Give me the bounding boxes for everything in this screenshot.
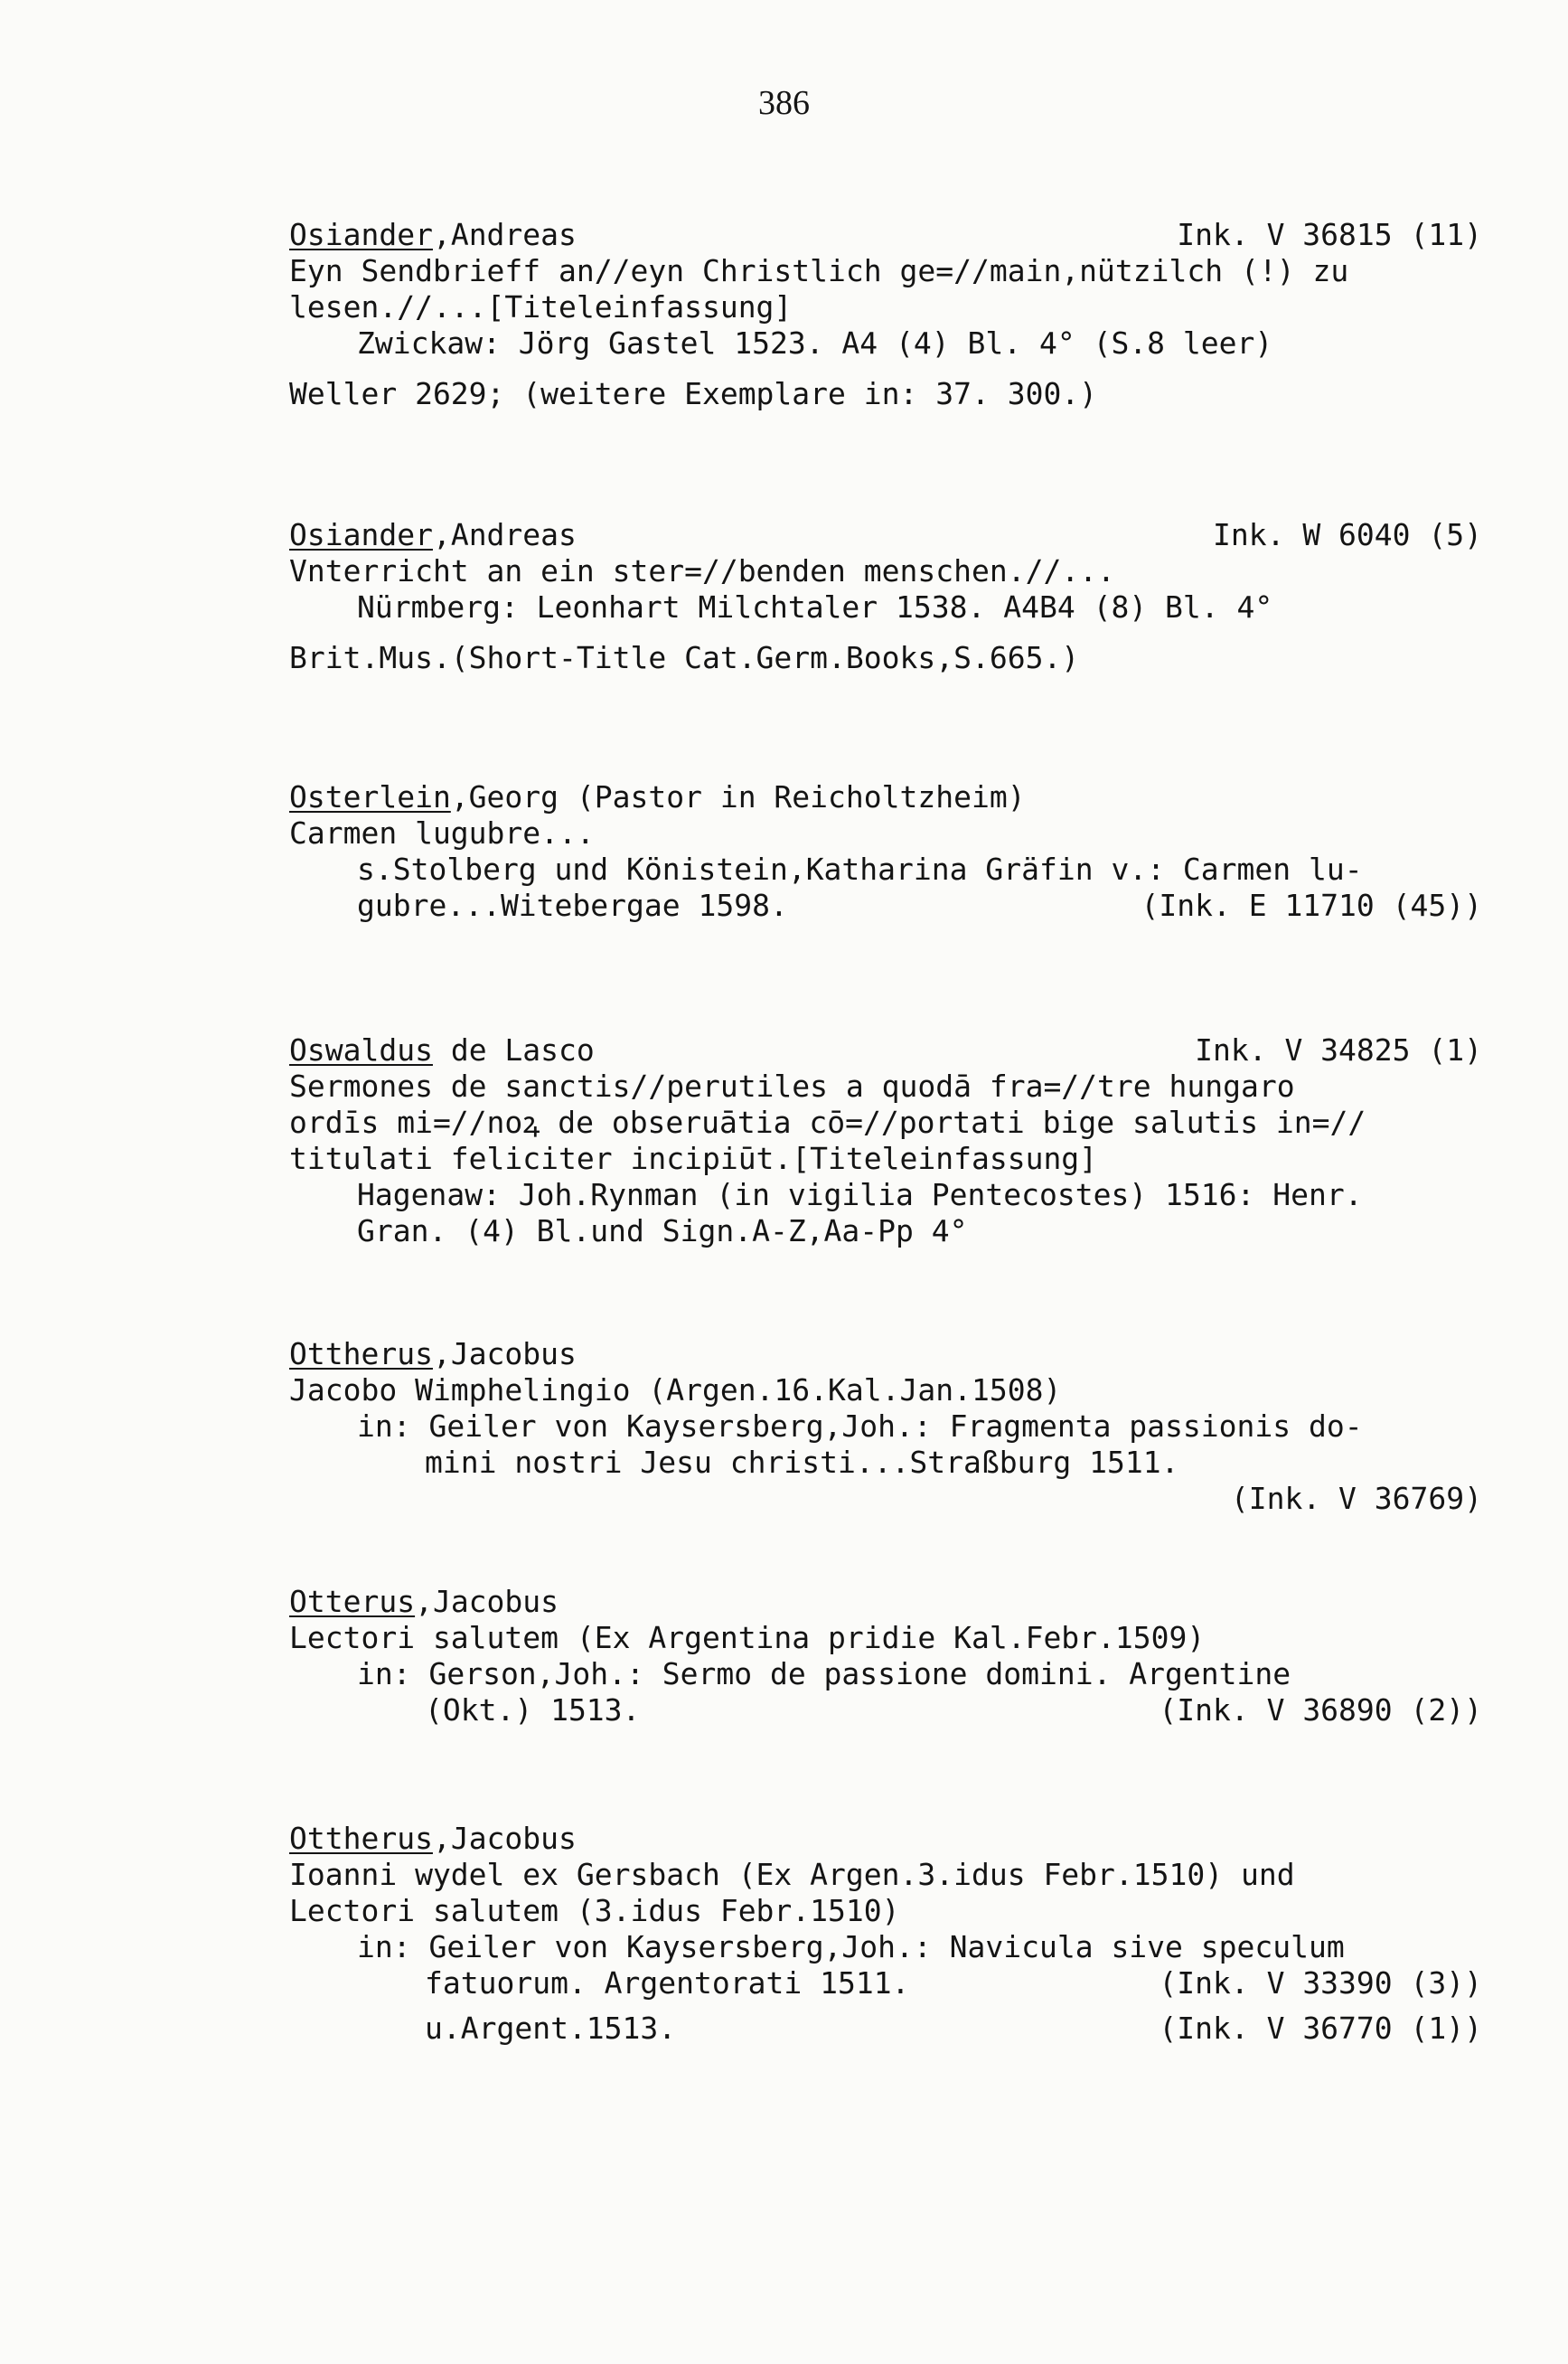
shelfmark: (Ink. V 36770 (1)) (1159, 2011, 1482, 2046)
entry-line: Vnterricht an ein ster=//benden menschen.//... (289, 553, 1115, 589)
entry-heading (289, 1336, 1482, 1372)
shelfmark: Ink. V 36815 (11) (1177, 217, 1482, 252)
author-surname: Otterus (289, 1584, 416, 1619)
author-rest: ,Jacobus (432, 1821, 577, 1856)
shelfmark: Ink. W 6040 (5) (1212, 517, 1482, 552)
entry-line: Carmen lugubre... (289, 815, 595, 851)
entry-heading (289, 217, 1482, 253)
catalog-entry-5 (289, 1336, 1482, 1517)
catalog-entry-1 (289, 217, 1482, 412)
entry-line: in: Gerson,Joh.: Sermo de passione domini. Argentine (357, 1656, 1291, 1691)
author-rest: de Lasco (432, 1032, 595, 1068)
bibliographic-note: Brit.Mus.(Short-Title Cat.Germ.Books,S.665.) (289, 640, 1080, 675)
bibliographic-note: Weller 2629; (weitere Exemplare in: 37. 300.) (289, 376, 1098, 411)
entry-line: s.Stolberg und Könistein,Katharina Gräfin v.: Carmen lu- (357, 852, 1363, 887)
entry-line: in: Geiler von Kaysersberg,Joh.: Fragmenta passionis do- (357, 1408, 1363, 1444)
entry-line: Ioanni wydel ex Gersbach (Ex Argen.3.idus Febr.1510) und (289, 1857, 1295, 1892)
shelfmark: Ink. V 34825 (1) (1195, 1032, 1482, 1068)
entry-line: u.Argent.1513. (Ink. V 36770 (1)) (425, 2011, 1482, 2046)
shelfmark: (Ink. V 33390 (3)) (1159, 1965, 1482, 2001)
imprint-line: Zwickaw: Jörg Gastel 1523. A4 (4) Bl. 4° (S.8 leer) (357, 325, 1273, 361)
author-rest: ,Andreas (432, 217, 577, 252)
entry-heading (289, 1584, 1482, 1620)
entry-line: Lectori salutem (3.idus Febr.1510) (289, 1893, 900, 1928)
imprint-line: Nürmberg: Leonhart Milchtaler 1538. A4B4 (8) Bl. 4° (357, 589, 1273, 625)
catalog-entry-3 (289, 779, 1482, 924)
author-rest: ,Georg (Pastor in Reicholtzheim) (450, 779, 1026, 815)
author-surname: Osiander (289, 217, 433, 252)
shelfmark: (Ink. E 11710 (45)) (1141, 888, 1482, 923)
author-surname: Osterlein (289, 779, 451, 815)
catalog-entry-2 (289, 517, 1482, 676)
entry-line: Sermones de sanctis//perutiles a quodā fra=//tre hungaro (289, 1069, 1295, 1104)
shelfmark-line (289, 1481, 1482, 1517)
entry-line: in: Geiler von Kaysersberg,Joh.: Navicula sive speculum (357, 1929, 1345, 1964)
author-rest: ,Jacobus (432, 1336, 577, 1371)
author-surname: Ottherus (289, 1336, 433, 1371)
entry-line: fatuorum. Argentorati 1511. (Ink. V 33390 (3)) (425, 1965, 1482, 2001)
entry-heading (289, 1821, 1482, 1857)
entry-line: Lectori salutem (Ex Argentina pridie Kal.Febr.1509) (289, 1620, 1206, 1655)
entry-line: mini nostri Jesu christi...Straßburg 1511. (425, 1445, 1179, 1480)
entry-line: ordīs mi=//noꝝ de obseruātia cō=//portati bige salutis in=// (289, 1105, 1366, 1140)
entry-heading (289, 1032, 1482, 1069)
entry-heading (289, 517, 1482, 553)
author-rest: ,Andreas (432, 517, 577, 552)
shelfmark: (Ink. V 36769) (1230, 1481, 1482, 1516)
author-surname: Ottherus (289, 1821, 433, 1856)
catalog-entry-7 (289, 1821, 1482, 2047)
entry-line: lesen.//...[Titeleinfassung] (289, 289, 793, 325)
entry-heading (289, 779, 1482, 815)
entry-line: Jacobo Wimphelingio (Argen.16.Kal.Jan.1508) (289, 1372, 1062, 1408)
page-number: 386 (758, 84, 810, 122)
entry-line: titulati feliciter incipiūt.[Titeleinfassung] (289, 1141, 1098, 1176)
author-surname: Oswaldus (289, 1032, 433, 1068)
catalog-entry-6 (289, 1584, 1482, 1728)
catalog-entry-4 (289, 1032, 1482, 1249)
shelfmark: (Ink. V 36890 (2)) (1159, 1692, 1482, 1728)
imprint-line: Gran. (4) Bl.und Sign.A-Z,Aa-Pp 4° (357, 1213, 968, 1248)
entry-line: gubre...Witebergae 1598. (Ink. E 11710 (45)) (357, 888, 1482, 923)
author-surname: Osiander (289, 517, 433, 552)
entry-line: Eyn Sendbrieff an//eyn Christlich ge=//main,nützilch (!) zu (289, 253, 1349, 288)
author-rest: ,Jacobus (415, 1584, 559, 1619)
imprint-line: Hagenaw: Joh.Rynman (in vigilia Pentecostes) 1516: Henr. (357, 1177, 1363, 1212)
entry-line: (Okt.) 1513. (Ink. V 36890 (2)) (425, 1692, 1482, 1728)
